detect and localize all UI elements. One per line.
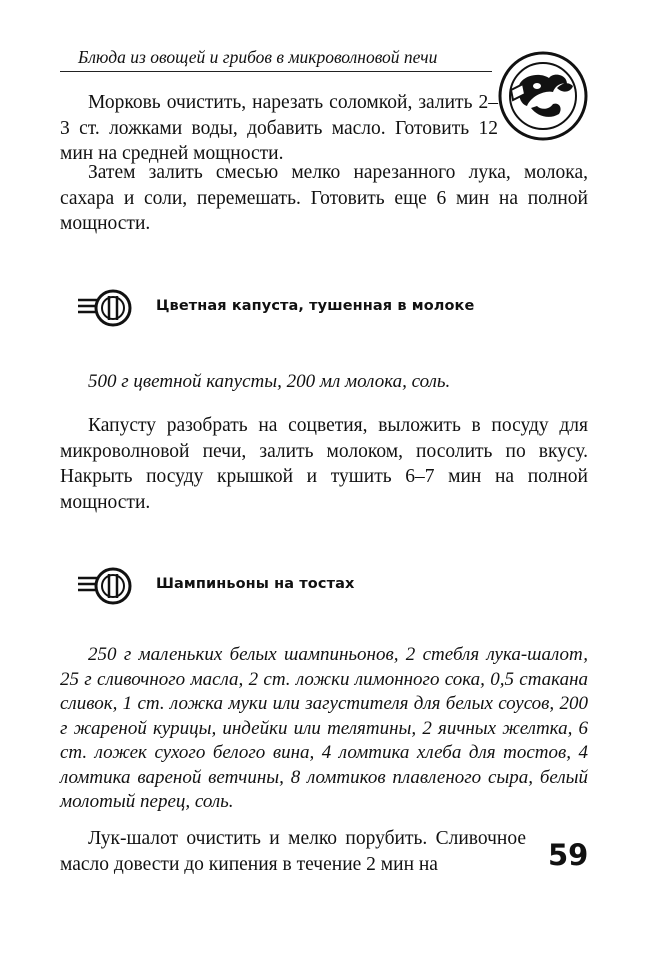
- recipe-title: Цветная капуста, тушенная в молоке: [156, 298, 475, 314]
- method-cauliflower: Капусту разобрать на соцветия, выложить в посуду для микроволновой печи, залить молоком, посолить по вкусу. Накрыть посуду крышкой и тушить 6–7 мин на полной мощности.: [60, 415, 588, 513]
- method-mushrooms: Лук-шалот очистить и мелко порубить. Сливочное масло довести до кипения в течение 2 мин на: [60, 828, 526, 875]
- plate-cutlery-icon: [76, 566, 136, 606]
- recipe-heading-mushrooms: [76, 566, 576, 606]
- intro-paragraph-2: Затем залить смесью мелко нарезанного лука, молока, сахара и соли, перемешать. Готовить еще 6 мин на полной мощности.: [60, 162, 588, 234]
- header-rule: [60, 71, 492, 72]
- intro-paragraph-1: Морковь очистить, нарезать соломкой, залить 2–3 ст. ложками воды, добавить масло. Готовить 12 мин на средней мощности.: [60, 92, 498, 164]
- running-title: Блюда из овощей и грибов в микроволновой печи: [78, 47, 438, 67]
- mushroom-plate-icon: [497, 50, 589, 142]
- page-number: 59: [548, 838, 589, 872]
- ingredients-cauliflower: 500 г цветной капусты, 200 мл молока, соль.: [88, 371, 451, 392]
- ingredients-mushrooms: 250 г маленьких белых шампиньонов, 2 стебля лука-шалот, 25 г сливочного масла, 2 ст. ложки лимонного сока, 0,5 стакана сливок, 1 ст. ложка муки или загустителя для белых соусов, 200 г жареной курицы, индейки или телятины, 2 яичных желтка, 6 ст. ложек сухого белого вина, 4 ломтика хлеба для тостов, 4 ломтика вареной ветчины, 8 ломтиков плавленого сыра, белый молотый перец, соль.: [60, 644, 588, 812]
- recipe-title: Шампиньоны на тостах: [156, 576, 355, 592]
- plate-cutlery-icon: [76, 288, 136, 328]
- recipe-heading-cauliflower: [76, 288, 576, 328]
